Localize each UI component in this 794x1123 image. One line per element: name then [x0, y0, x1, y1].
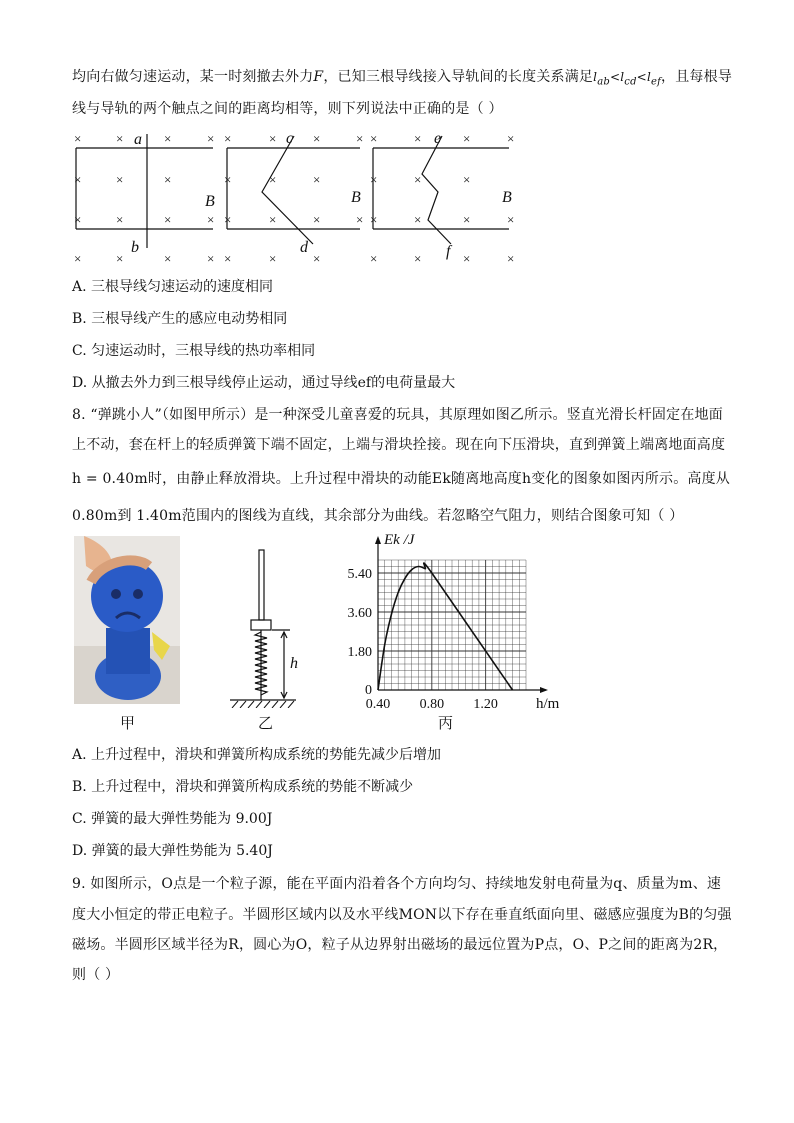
y-tick-label: 5.40 — [347, 567, 372, 582]
q9-line3: 磁场。半圆形区域半径为R，圆心为O，粒子从边界射出磁场的最远位置为P点，O、P之间的距离为2R， — [72, 937, 728, 953]
q9-line1: 9. 如图所示，O点是一个粒子源，能在平面内沿着各个方向均匀、持续地发射电荷量为q、质量为m、速 — [72, 876, 722, 892]
label-B2: B — [351, 189, 361, 206]
label-B3: B — [502, 189, 512, 206]
q8-option-c: C. 弹簧的最大弹性势能为 9.00J — [72, 811, 273, 827]
x-tick-label: 0.80 — [419, 697, 445, 712]
label-c: c — [286, 130, 294, 147]
svg-text:×: × — [224, 212, 232, 227]
q7-option-b: B. 三根导线产生的感应电动势相同 — [72, 311, 288, 327]
svg-text:×: × — [269, 251, 277, 266]
x-axis-label: h/m — [536, 696, 560, 712]
spring-height-label: h — [290, 655, 298, 672]
svg-text:×: × — [116, 131, 124, 146]
svg-text:×: × — [414, 131, 422, 146]
svg-text:×: × — [224, 172, 232, 187]
q8-option-b: B. 上升过程中，滑块和弹簧所构成系统的势能不断减少 — [72, 779, 414, 795]
svg-text:×: × — [74, 251, 82, 266]
svg-text:×: × — [507, 212, 515, 227]
svg-text:×: × — [370, 251, 378, 266]
svg-text:×: × — [356, 212, 364, 227]
svg-text:×: × — [269, 212, 277, 227]
svg-text:×: × — [313, 172, 321, 187]
q9-line4: 则（ ） — [72, 967, 120, 983]
q8-option-d: D. 弹簧的最大弹性势能为 5.40J — [72, 843, 273, 859]
q7-rail-figure — [70, 126, 530, 266]
q8-line1: 8. “弹跳小人”（如图甲所示）是一种深受儿童喜爱的玩具，其原理如图乙所示。竖直光滑长杆固定在地面 — [72, 407, 723, 423]
wire-ef — [422, 136, 451, 244]
label-B1: B — [205, 193, 215, 210]
svg-text:×: × — [116, 212, 124, 227]
q9-line2: 度大小恒定的带正电粒子。半圆形区域内以及水平线MON以下存在垂直纸面向里、磁感应强度为B的匀强 — [72, 907, 732, 923]
y-axis-label: Ek /J — [384, 532, 415, 548]
svg-text:×: × — [116, 172, 124, 187]
svg-text:×: × — [224, 131, 232, 146]
q7-option-d: D. 从撤去外力到三根导线停止运动，通过导线ef的电荷量最大 — [72, 375, 456, 391]
svg-text:×: × — [224, 251, 232, 266]
svg-text:×: × — [370, 212, 378, 227]
svg-text:×: × — [414, 172, 422, 187]
svg-text:×: × — [414, 212, 422, 227]
caption-bing: 丙 — [438, 714, 454, 732]
svg-text:×: × — [269, 172, 277, 187]
svg-text:×: × — [313, 212, 321, 227]
q7-intro-line2: 线与导轨的两个触点之间的距离均相等，则下列说法中正确的是（ ） — [72, 101, 503, 117]
wire-cd — [262, 136, 313, 244]
label-e: e — [434, 130, 442, 147]
origin-label: 0 — [365, 683, 372, 698]
q7-option-a: A. 三根导线匀速运动的速度相同 — [72, 279, 274, 295]
q7-length-relation: $l_{ab}<l_{cd}<l_{ef}$ — [593, 70, 662, 88]
x-axis-arrow — [540, 687, 548, 693]
q7-intro-line1 — [72, 66, 732, 87]
svg-text:×: × — [164, 251, 172, 266]
svg-text:×: × — [207, 212, 215, 227]
svg-text:×: × — [370, 172, 378, 187]
q8-line2: 上不动，套在杆上的轻质弹簧下端不固定，上端与滑块拴接。现在向下压滑块，直到弹簧上端离地面高度 — [72, 437, 726, 453]
svg-text:×: × — [164, 131, 172, 146]
label-f: f — [446, 243, 451, 260]
y-tick-label: 3.60 — [347, 606, 372, 621]
svg-text:×: × — [370, 131, 378, 146]
svg-text:×: × — [74, 172, 82, 187]
svg-text:×: × — [507, 251, 515, 266]
spring-diagram — [224, 548, 304, 708]
svg-text:×: × — [463, 251, 471, 266]
q7-option-c: C. 匀速运动时，三根导线的热功率相同 — [72, 343, 316, 359]
y-tick-label: 1.80 — [347, 645, 372, 660]
label-d: d — [300, 239, 308, 256]
label-a: a — [134, 131, 142, 148]
q7-intro-text-c: ，且每根导 — [661, 69, 733, 85]
svg-text:×: × — [463, 172, 471, 187]
svg-text:×: × — [414, 251, 422, 266]
svg-text:×: × — [313, 251, 321, 266]
svg-text:×: × — [313, 131, 321, 146]
q7-intro-text-a: 均向右做匀速运动，某一时刻撤去外力 — [72, 69, 314, 85]
y-axis-arrow — [375, 536, 381, 544]
q7-force-symbol: F — [313, 69, 324, 85]
slider-block — [251, 620, 271, 630]
svg-text:×: × — [207, 251, 215, 266]
svg-text:×: × — [269, 131, 277, 146]
caption-yi: 乙 — [258, 714, 274, 732]
svg-text:×: × — [207, 131, 215, 146]
q8-line4: 0.80m到 1.40m范围内的图线为直线，其余部分为曲线。若忽略空气阻力，则结合图象可知（ ） — [72, 508, 684, 524]
ek-height-chart — [330, 530, 570, 716]
svg-text:×: × — [74, 212, 82, 227]
svg-text:×: × — [164, 172, 172, 187]
svg-text:×: × — [463, 131, 471, 146]
svg-text:×: × — [116, 251, 124, 266]
svg-text:×: × — [463, 212, 471, 227]
x-tick-label: 0.40 — [365, 697, 391, 712]
svg-text:×: × — [356, 131, 364, 146]
q8-option-a: A. 上升过程中，滑块和弹簧所构成系统的势能先减少后增加 — [72, 747, 442, 763]
svg-text:×: × — [164, 212, 172, 227]
label-b: b — [131, 239, 139, 256]
x-tick-label: 1.20 — [473, 697, 498, 712]
svg-text:×: × — [74, 131, 82, 146]
caption-jia: 甲 — [120, 714, 136, 732]
q8-line3: h = 0.40m时，由静止释放滑块。上升过程中滑块的动能Ek随离地高度h变化的图象如图丙所示。高度从 — [72, 471, 731, 487]
q7-intro-text-b: ，已知三根导线接入导轨间的长度关系满足 — [323, 69, 594, 85]
toy-photo — [74, 536, 180, 704]
svg-text:×: × — [507, 131, 515, 146]
